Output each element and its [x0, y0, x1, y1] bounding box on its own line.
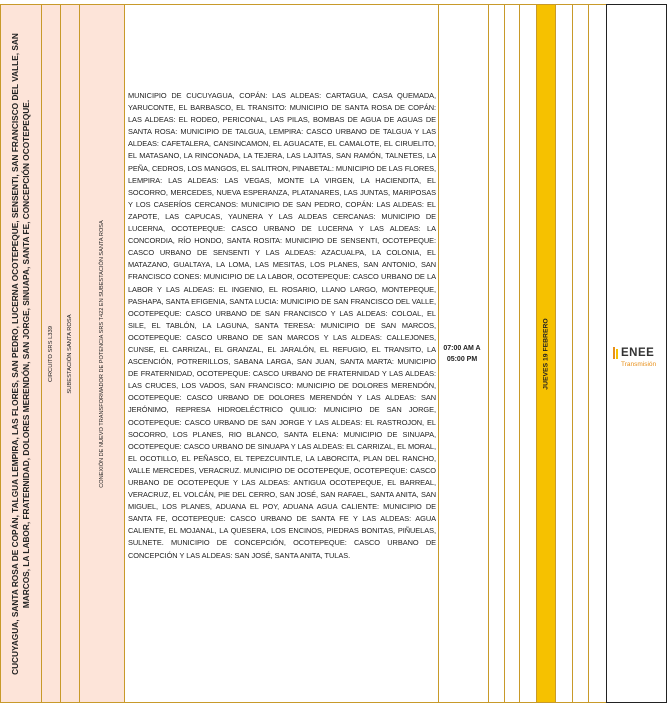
divider	[60, 4, 61, 703]
date-label: JUEVES 19 FEBRERO	[542, 317, 549, 390]
empty-column-2	[504, 4, 519, 703]
time-start: 07:00 AM A	[443, 345, 481, 352]
bottom-border	[0, 702, 667, 703]
divider	[572, 4, 573, 703]
work-column	[79, 4, 124, 703]
divider	[555, 4, 556, 703]
empty-column-6	[588, 4, 606, 703]
divider	[588, 4, 589, 703]
locations-title: CUCUYAGUA, SANTA ROSA DE COPÁN, TALGUA LEMPIRA, LAS FLORES, SAN PEDRO, LUCERNA OCOTEPEQUE, SENSENTI, SAN FRANCISCO DEL VALLE, SAN MARCOS, LA LABOR, FRATERNIDAD, DOLORES MERENDÓN, SAN JORGE, SINUAPA, SANTA FE, CONCEPCIÓN OCOTEPEQUE.	[9, 32, 31, 675]
circuit-label: CIRCUITO SRS L339	[47, 325, 54, 382]
logo-subtitle: Transmisión	[621, 361, 657, 368]
enee-logo-mark-icon	[613, 347, 619, 359]
empty-column-3	[519, 4, 536, 703]
divider	[124, 4, 125, 703]
date-column	[536, 4, 555, 703]
divider	[519, 4, 520, 703]
substation-column	[60, 4, 79, 703]
divider	[438, 4, 439, 703]
empty-column-1	[488, 4, 504, 703]
divider	[41, 4, 42, 703]
work-label: CONEXIÓN DE NUEVO TRANSFORMADOR DE POTENCIA SRS T422 EN SUBESTACIÓN SANTA ROSA	[98, 219, 105, 488]
locations-column	[0, 4, 41, 703]
circuit-column	[41, 4, 60, 703]
divider	[536, 4, 537, 703]
divider	[504, 4, 505, 703]
empty-column-5	[572, 4, 588, 703]
divider	[488, 4, 489, 703]
enee-logo	[613, 343, 667, 368]
top-border	[0, 4, 667, 5]
affected-areas-description: MUNICIPIO DE CUCUYAGUA, COPÁN: LAS ALDEAS: CARTAGUA, CASA QUEMADA, YARUCONTE, EL BARBASCO, EL TRANSITO: MUNICIPIO DE SANTA ROSA DE COPÁN: LAS ALDEAS: EL RODEO, PERICONAL, LAS PILAS, BOMBAS DE AGUA DE AGUAS DE SANTA ROSA: MUNICIPIO DE TALGUA, LEMPIRA: CASCO URBANO DE TALGUA Y LAS ALDEAS: CAFETALERA, CANSINCAMON, EL AGUACATE, EL CAMALOTE, EL CIRUELITO, EL MATASANO, LA RINCONADA, LA TEJERA, LAS LAJITAS, SAN RAMÓN, TALNETES, LA PEÑA, CEDROS, LOS MANGOS, EL SALITRON, PINABETAL: MUNICIPIO DE LAS FLORES, LEMPIRA: LAS ALDEAS: LAS VEGAS, MONTE LA VIRGEN, LA HACIENDITA, EL SOCORRO, MERCEDES, NUEVA ESPERANZA, PLATANARES, LAS JUNTAS, MARIPOSAS Y LOS CASERÍOS CERCANOS: MUNICIPIO DE SAN PEDRO, COPÁN: LAS ALDEAS: EL ZAPOTE, LAS CAPUCAS, YAUNERA Y LAS ALDEAS CERCANAS: MUNICIPIO DE LUCERNA, OCOTEPEQUE: CASCO URBANO DE LUCERNA Y LAS ALDEAS: LA CONCORDIA, RÍO HONDO, SANTA ROSITA: MUNICIPIO DE SENSENTI, OCOTEPEQUE: CASCO URBANO DE SENSENTI Y LAS ALDEAS: AZACUALPA, LA COLONIA, EL MATAZANO, GUALTAYA, LA LOMA, LAS MESITAS, LOS PLANES, SAN ANTONIO, SAN FRANCISCO CONES: MUNICIPIO DE LA LABOR, OCOTEPEQUE: CASCO URBANO DE LA LABOR Y LAS ALDEAS: EL INGENIO, EL ROSARIO, LLANO LARGO, MONTEPEQUE, PASHAPA, SANTA EFIGENIA, SANTA LUCIA: MUNICIPIO DE SAN FRANCISCO DEL VALLE, OCOTEPEQUE: CASCO URBANO DE SAN FRANCISCO Y LAS ALDEAS: COLOAL, EL SILE, EL TABLÓN, LA LAGUNA, SANTA TERESA: MUNICIPIO DE SAN MARCOS, OCOTEPEQUE: CASCO URBANO DE SAN MARCOS Y LAS ALDEAS: CALLEJONES, CUNSE, EL CARRIZAL, EL GRANZAL, EL JARALÓN, EL REFUGIO, EL TRANSITO, LA ASCENCIÓN, POTRERILLOS, SABANA LARGA, SAN JUAN, SANTA MARTA: MUNICIPIO DE FRATERNIDAD, OCOTEPEQUE: CASCO URBANO DE FRATERNIDAD Y LAS ALDEAS: LAS CRUCES, LOS VADOS, SAN FRANCISCO: MUNICIPIO DE DOLORES MERENDÓN, OCOTEPEQUE: CASCO URBANO DE DOLORES MERENDÓN Y LAS ALDEAS: SAN JERÓNIMO, REPRESA HIDROELÉCTRICO QUILIO: MUNICIPIO DE SAN JORGE, OCOTEPEQUE: CASCO URBANO DE SAN JORGE Y LAS ALDEAS: EL RASTROJON, EL SOCORRO, LOS PLANES, RIO BLANCO, SANTA ELENA: MUNICIPIO DE SINUAPA, OCOTEPEQUE: CASCO URBANO DE SINUAPA Y LAS ALDEAS: EL CARRIZAL, EL MORAL, EL OCOTILLO, EL PEÑASCO, EL TEPEZCUINTLE, LA LABORCITA, PLAN DEL RANCHO, VALLE MERCEDES, VERACRUZ. MUNICIPIO DE OCOTEPEQUE, OCOTEPEQUE: CASCO URBANO DE OCOTEPEQUE Y LAS ALDEAS: ANTIGUA OCOTEPEQUE, EL BARREAL, VERACRUZ, EL VOLCÁN, PIE DEL CERRO, SAN JOSÉ, SAN RAFAEL, SANTA ANITA, SAN MIGUEL, LOS PLANES, ADUANA EL POY, ADUANA AGUA CALIENTE: MUNICIPIO DE SANTA FE, OCOTEPEQUE: CASCO URBANO DE SANTA FE Y LAS ALDEAS: AGUA CALIENTE, EL MOJANAL, LA QUESERA, LOS ENCINOS, PIEDRAS BONITAS, PIÑUELAS, SULNETE. MUNICIPIO DE CONCEPCIÓN, OCOTEPEQUE: CASCO URBANO DE CONCEPCIÓN Y LAS ALDEAS: SAN JOSÉ, SANTA ANITA, TULAS.	[128, 91, 436, 560]
logo-cell	[606, 4, 667, 703]
logo-word: ENEE	[621, 347, 655, 359]
empty-column-4	[555, 4, 572, 703]
divider	[0, 4, 1, 703]
time-range	[440, 343, 484, 365]
substation-label: SUBESTACIÓN SANTA ROSA	[66, 313, 73, 394]
divider	[79, 4, 80, 703]
time-end: 05:00 PM	[446, 356, 478, 363]
